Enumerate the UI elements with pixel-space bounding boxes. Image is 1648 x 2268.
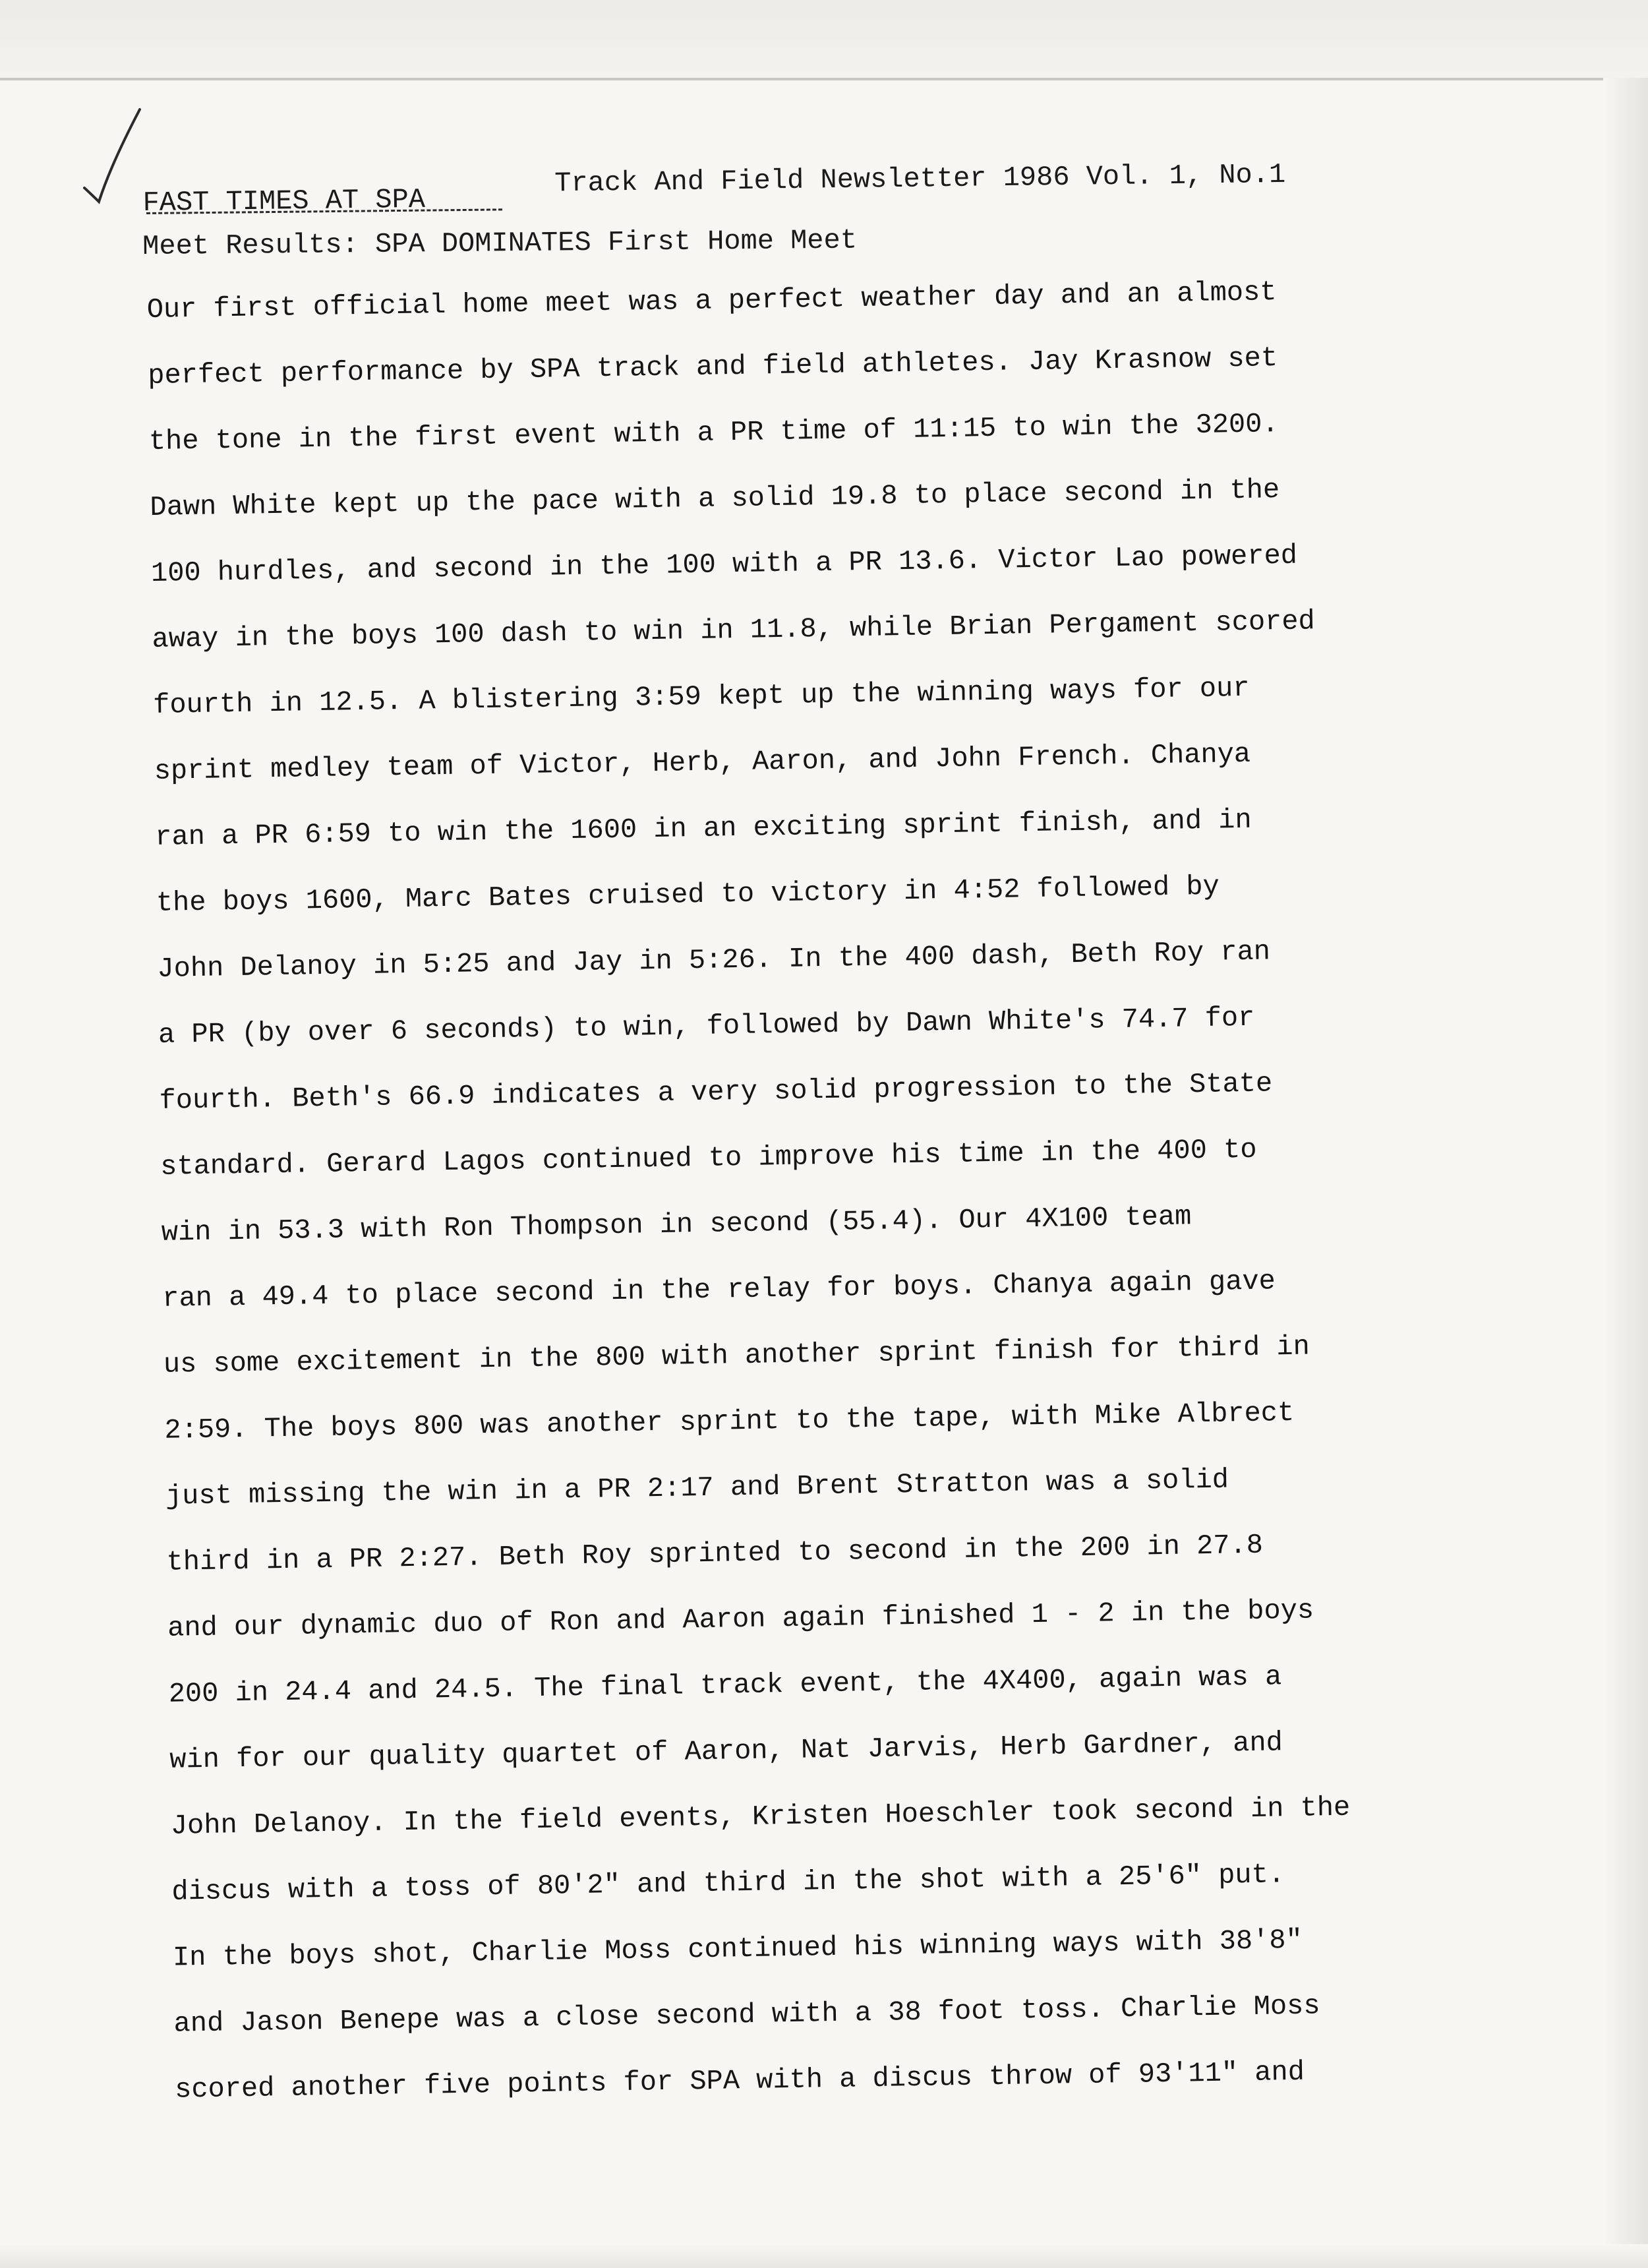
body-line: 100 hurdles, and second in the 100 with a PR 13.6. Victor Lao powered <box>150 539 1298 589</box>
body-line: and Jason Benepe was a close second with a 38 foot toss. Charlie Moss <box>173 1990 1320 2040</box>
body-line: win for our quality quartet of Aaron, Nat Jarvis, Herb Gardner, and <box>169 1727 1283 1776</box>
body-line: the tone in the first event with a PR time of 11:15 to win the 3200. <box>148 408 1279 458</box>
body-line: 2:59. The boys 800 was another sprint to the tape, with Mike Albrect <box>164 1396 1295 1447</box>
body-line: discus with a toss of 80'2" and third in the shot with a 25'6" put. <box>171 1859 1285 1908</box>
body-line: the boys 1600, Marc Bates cruised to victory in 4:52 followed by <box>156 870 1220 919</box>
body-line: perfect performance by SPA track and field athletes. Jay Krasnow set <box>147 342 1278 392</box>
body-line: ran a 49.4 to place second in the relay for boys. Chanya again gave <box>162 1265 1276 1315</box>
body-line: third in a PR 2:27. Beth Roy sprinted to second in the 200 in 27.8 <box>166 1529 1264 1578</box>
page-top-edge <box>0 78 1648 80</box>
scan-top-margin <box>0 0 1648 78</box>
body-line: sprint medley team of Victor, Herb, Aaron, and John French. Chanya <box>154 738 1251 787</box>
body-line: away in the boys 100 dash to win in 11.8, while Brian Pergament scored <box>152 605 1316 655</box>
newsletter-header <box>142 157 1461 219</box>
body-line: Our first official home meet was a perfect weather day and an almost <box>146 276 1277 326</box>
body-line: John Delanoy in 5:25 and Jay in 5:26. In the 400 dash, Beth Roy ran <box>157 936 1271 985</box>
body-line: a PR (by over 6 seconds) to win, followed by Dawn White's 74.7 for <box>158 1001 1255 1051</box>
article-headline: Meet Results: SPA DOMINATES First Home Meet <box>142 224 858 262</box>
body-line: scored another five points for SPA with a discus throw of 93'11" and <box>174 2056 1305 2106</box>
page-bottom-edge <box>0 2244 1648 2268</box>
body-line: standard. Gerard Lagos continued to improve his time in the 400 to <box>160 1133 1257 1183</box>
body-line: fourth in 12.5. A blistering 3:59 kept up the winning ways for our <box>152 672 1250 721</box>
body-line: us some excitement in the 800 with another sprint finish for third in <box>163 1330 1310 1381</box>
body-line: Dawn White kept up the pace with a solid 19.8 to place second in the <box>150 474 1280 523</box>
article-body <box>146 254 1648 2123</box>
body-line: fourth. Beth's 66.9 indicates a very solid progression to the State <box>159 1067 1273 1117</box>
newsletter-issue-line: Track And Field Newsletter 1986 Vol. 1, No.1 <box>554 158 1286 200</box>
handwritten-check-mark <box>79 105 145 211</box>
body-line: In the boys shot, Charlie Moss continued his winning ways with 38'8" <box>172 1924 1303 1974</box>
body-line: and our dynamic duo of Ron and Aaron again finished 1 - 2 in the boys <box>167 1594 1314 1644</box>
body-line: ran a PR 6:59 to win the 1600 in an exciting sprint finish, and in <box>154 804 1252 853</box>
body-line: John Delanoy. In the field events, Kristen Hoeschler took second in the <box>170 1791 1351 1842</box>
body-line: 200 in 24.4 and 24.5. The final track event, the 4X400, again was a <box>168 1661 1282 1710</box>
newsletter-title: FAST TIMES AT SPA <box>142 183 426 219</box>
body-line: just missing the win in a PR 2:17 and Brent Stratton was a solid <box>165 1464 1229 1512</box>
body-line: win in 53.3 with Ron Thompson in second (55.4). Our 4X100 team <box>161 1201 1192 1249</box>
